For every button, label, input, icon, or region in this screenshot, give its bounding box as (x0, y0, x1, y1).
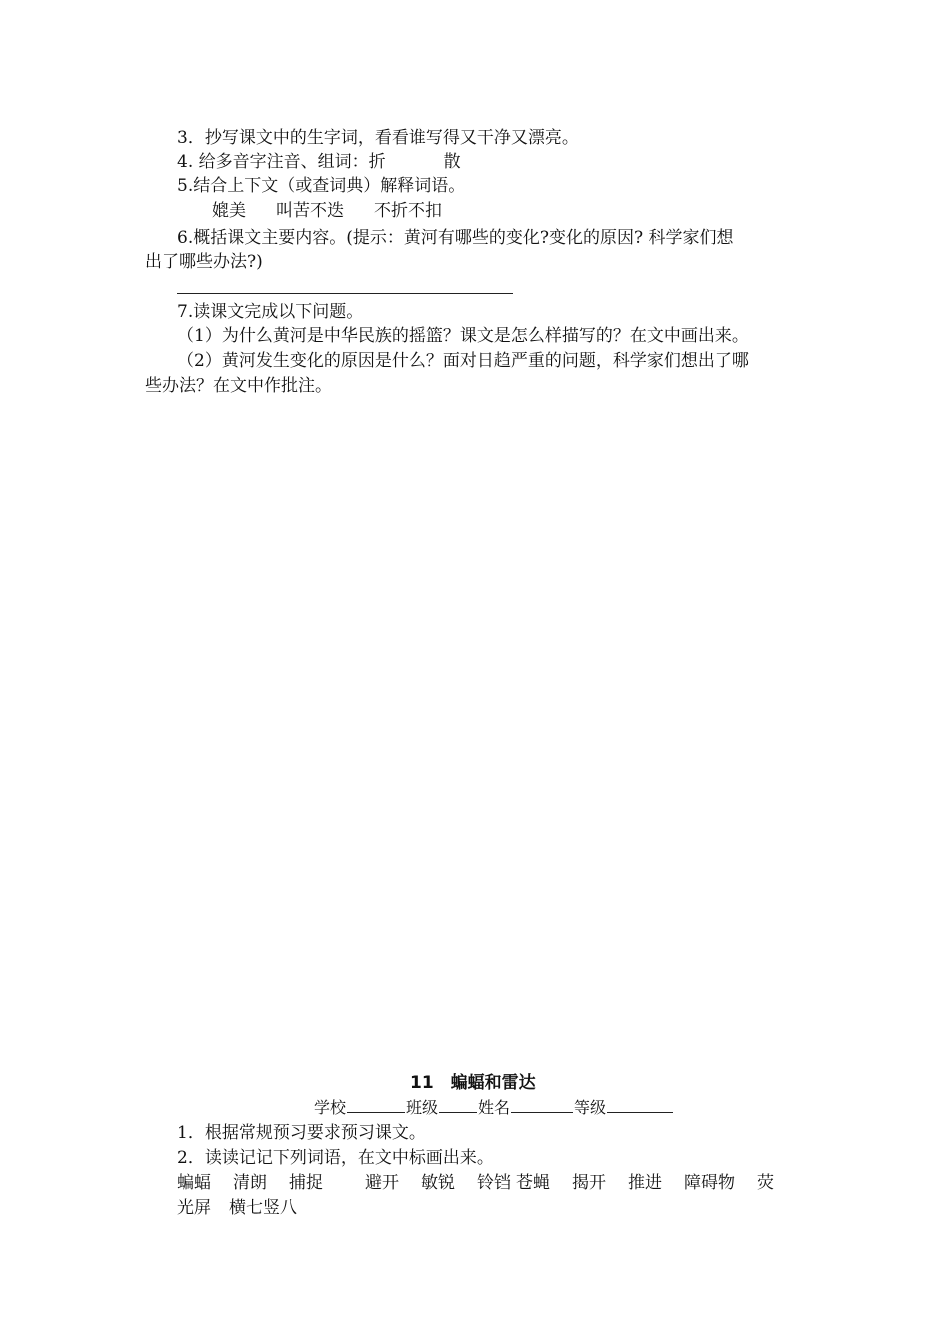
vocab-word: 捕捉 (289, 1173, 323, 1193)
vocab-word: 横七竖八 (229, 1198, 297, 1218)
vocab-word: 避开 (365, 1173, 399, 1193)
grade-label: 等级 (574, 1098, 607, 1117)
grade-blank[interactable] (607, 1096, 673, 1113)
vocab-word: 蝙蝠 (177, 1173, 211, 1193)
lesson-title: 11 蝙蝠和雷达 (410, 1073, 536, 1093)
question-5-words (212, 199, 442, 223)
student-info-row (314, 1096, 674, 1120)
question-4 (177, 150, 461, 174)
word-pimei: 媲美 (212, 201, 246, 221)
vocab-word: 推进 (628, 1173, 662, 1193)
vocab-word: 苍蝇 (516, 1173, 550, 1193)
word-buzhebukou: 不折不扣 (374, 201, 442, 221)
question-7-2-line-2: 些办法？在文中作批注。 (145, 376, 332, 396)
question-4-char-san: 散 (443, 152, 461, 172)
question-7-2-line-1: （2）黄河发生变化的原因是什么？面对日趋严重的问题，科学家们想出了哪 (177, 351, 749, 371)
name-blank[interactable] (511, 1096, 573, 1113)
school-label: 学校 (314, 1098, 347, 1117)
vocab-word: 荧 (757, 1173, 774, 1193)
lesson-question-2: 2．读读记记下列词语，在文中标画出来。 (177, 1148, 494, 1168)
vocab-word: 铃铛 (477, 1173, 511, 1193)
name-label: 姓名 (478, 1098, 511, 1117)
class-label: 班级 (406, 1098, 439, 1117)
vocab-word: 清朗 (233, 1173, 267, 1193)
vocab-line-1 (177, 1171, 774, 1195)
answer-line (177, 293, 513, 294)
vocab-line-2 (177, 1196, 297, 1220)
question-7-1: （1）为什么黄河是中华民族的摇篮？课文是怎么样描写的？在文中画出来。 (177, 326, 749, 346)
school-blank[interactable] (347, 1096, 405, 1113)
word-jiaokubudie: 叫苦不迭 (276, 201, 344, 221)
class-blank[interactable] (439, 1096, 477, 1113)
question-7: 7.读课文完成以下问题。 (177, 302, 364, 322)
lesson-question-1: 1．根据常规预习要求预习课文。 (177, 1123, 426, 1143)
vocab-word: 光屏 (177, 1198, 211, 1218)
question-6-line-2: 出了哪些办法?) (145, 252, 263, 272)
vocab-word: 敏锐 (421, 1173, 455, 1193)
question-5: 5.结合上下文（或查词典）解释词语。 (177, 176, 466, 196)
question-4-label: 4. 给多音字注音、组词：折 (177, 152, 386, 172)
vocab-word: 揭开 (572, 1173, 606, 1193)
vocab-word: 障碍物 (684, 1173, 735, 1193)
question-3: 3．抄写课文中的生字词，看看谁写得又干净又漂亮。 (177, 128, 579, 148)
question-6-line-1: 6.概括课文主要内容。(提示：黄河有哪些的变化?变化的原因? 科学家们想 (177, 228, 734, 248)
